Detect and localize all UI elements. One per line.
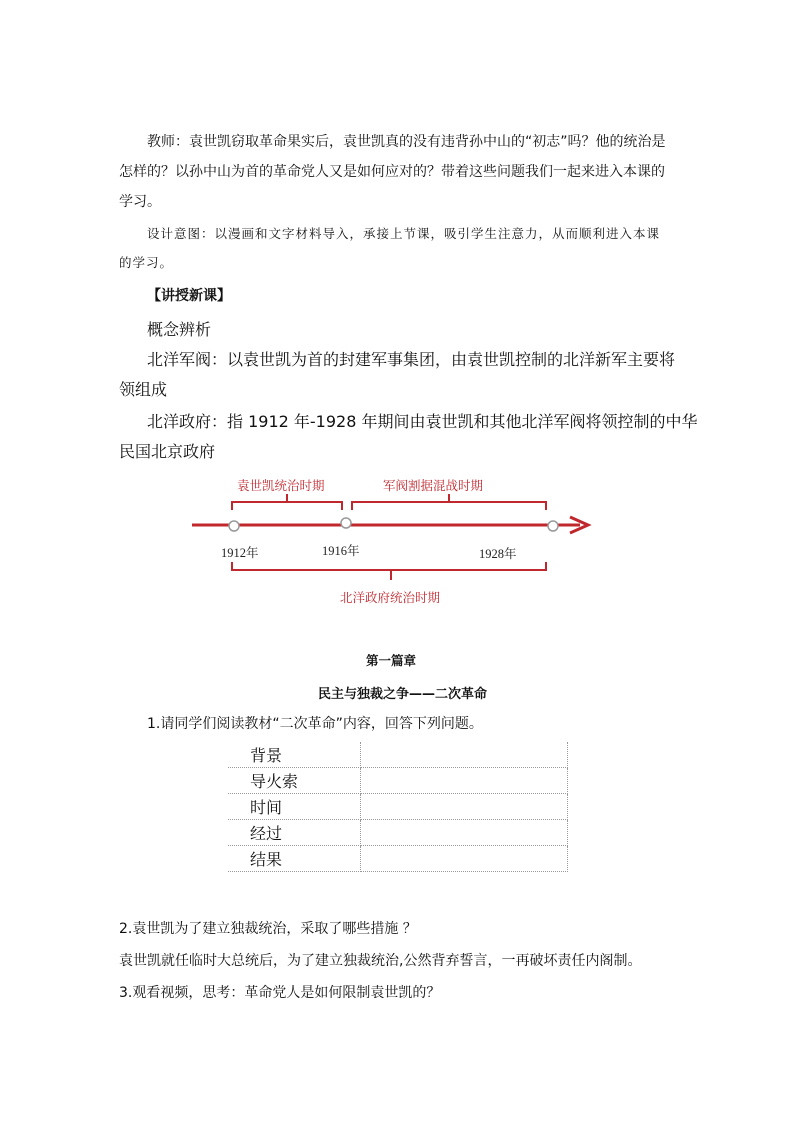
question-2: 2.袁世凯为了建立独裁统治，采取了哪些措施 ？	[119, 921, 417, 937]
label-beiyang-period: 北洋政府统治时期	[340, 590, 441, 605]
year-1928: 1928年	[479, 547, 517, 561]
answer-cell[interactable]	[361, 794, 568, 820]
concept-title: 概念辨析	[147, 320, 212, 339]
chapter-title: 第一篇章	[366, 653, 417, 668]
node-1928	[548, 521, 558, 531]
table-row	[228, 794, 568, 820]
year-1912: 1912年	[221, 546, 259, 560]
section-heading: 【讲授新课】	[147, 288, 231, 304]
node-1912	[229, 521, 239, 531]
table-row	[228, 768, 568, 794]
bracket-beiyang	[232, 562, 546, 570]
label-yuan-period: 袁世凯统治时期	[237, 478, 325, 493]
answer-cell[interactable]	[361, 846, 568, 872]
bracket-yuan	[232, 502, 342, 510]
intro-line-1: 教师：袁世凯窃取革命果实后，袁世凯真的没有违背孙中山的“初志”吗？他的统治是	[147, 134, 666, 150]
row-label-background: 背景	[228, 742, 361, 768]
bracket-warlord	[352, 502, 546, 510]
row-label-time: 时间	[228, 794, 361, 820]
answer-cell[interactable]	[361, 742, 568, 768]
answer-table	[228, 742, 568, 872]
node-1916	[341, 518, 351, 528]
beiyang-army-definition-cont: 领组成	[119, 380, 168, 399]
row-label-trigger: 导火索	[228, 768, 361, 794]
answer-cell[interactable]	[361, 820, 568, 846]
table-row	[228, 820, 568, 846]
year-1916: 1916年	[322, 544, 360, 558]
design-intent-line-2: 的学习。	[119, 255, 174, 270]
beiyang-gov-definition: 北洋政府：指 1912 年-1928 年期间由袁世凯和其他北洋军阀将领控制的中华	[147, 412, 698, 431]
beiyang-army-definition: 北洋军阀：以袁世凯为首的封建军事集团，由袁世凯控制的北洋新军主要将	[147, 350, 676, 369]
label-warlord-period: 军阀割据混战时期	[383, 478, 484, 493]
table-row	[228, 846, 568, 872]
intro-line-2: 怎样的？以孙中山为首的革命党人又是如何应对的？带着这些问题我们一起来进入本课的	[119, 164, 665, 180]
row-label-result: 结果	[228, 846, 361, 872]
row-label-process: 经过	[228, 820, 361, 846]
chapter-subtitle: 民主与独裁之争——二次革命	[318, 687, 488, 702]
intro-line-3: 学习。	[119, 194, 161, 210]
question-3: 3.观看视频，思考：革命党人是如何限制袁世凯的？	[119, 985, 441, 1001]
design-intent-line-1: 设计意图：以漫画和文字材料导入，承接上节课，吸引学生注意力，从而顺利进入本课	[147, 226, 661, 241]
beiyang-gov-definition-cont: 民国北京政府	[119, 442, 216, 461]
answer-2: 袁世凯就任临时大总统后，为了建立独裁统治,公然背弃誓言，一再破坏责任内阁制。	[119, 953, 642, 969]
question-1: 1.请同学们阅读教材“二次革命”内容，回答下列问题。	[147, 716, 483, 732]
table-row	[228, 742, 568, 768]
answer-cell[interactable]	[361, 768, 568, 794]
